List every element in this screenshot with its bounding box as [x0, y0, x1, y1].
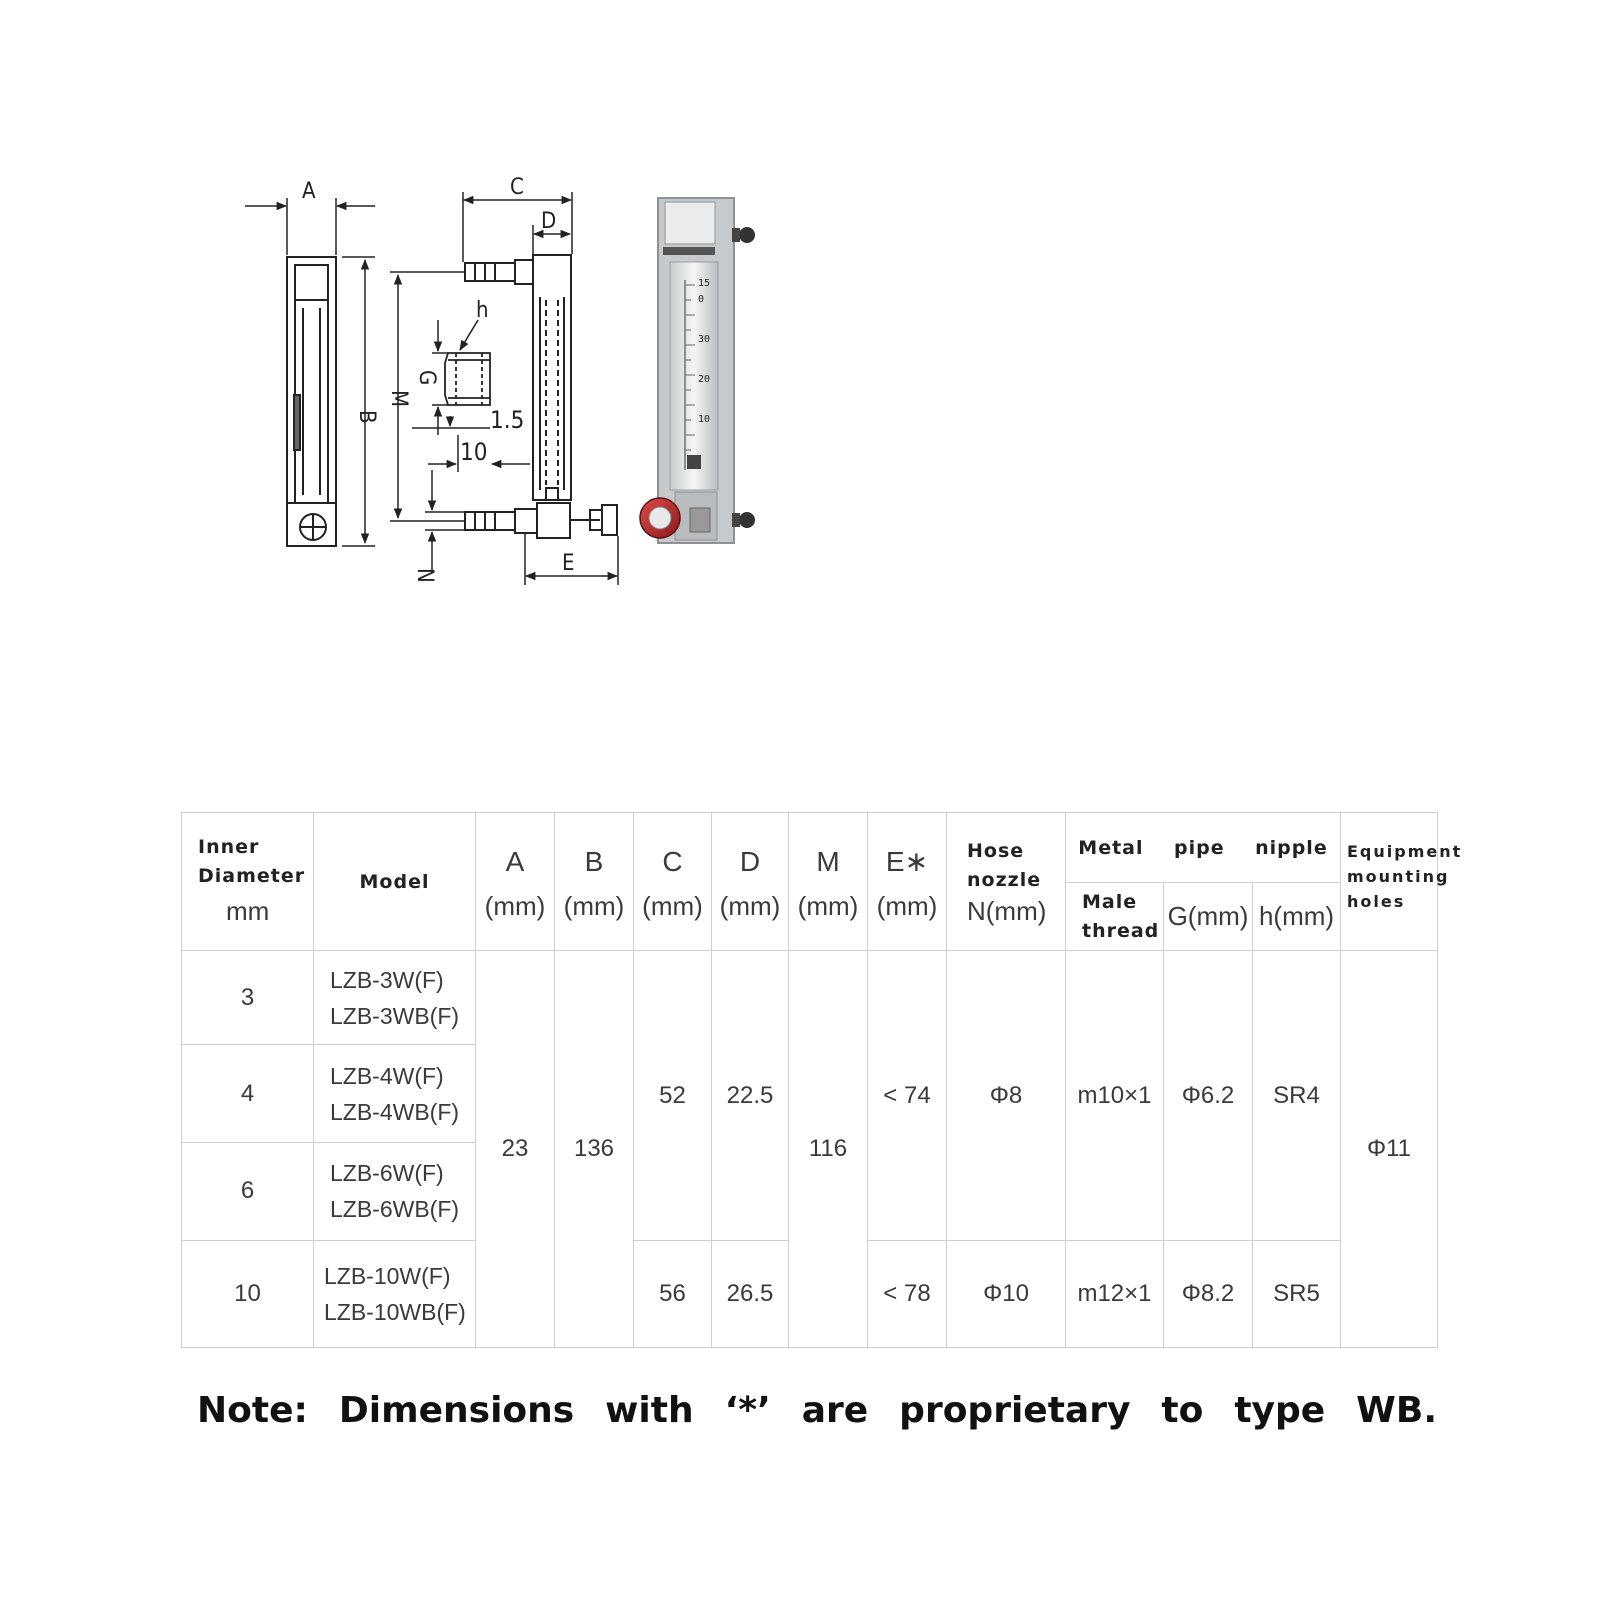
label-d: D — [541, 209, 557, 234]
header-hose-nozzle: Hose nozzle N(mm) — [947, 813, 1066, 951]
label-10: 10 — [460, 438, 488, 466]
label-b: B — [354, 410, 379, 424]
header-e: E∗ (mm) — [868, 813, 947, 951]
note-word: ‘*’ — [724, 1390, 771, 1431]
note-word: Note: — [197, 1390, 308, 1431]
note-word: are — [801, 1390, 869, 1431]
model-cell: LZB-10W(F) LZB-10WB(F) — [314, 1240, 476, 1347]
value-b: 136 — [555, 951, 634, 1348]
header-m: M (mm) — [789, 813, 868, 951]
label-m: M — [386, 390, 411, 408]
scale-label-4: 20 — [698, 374, 711, 385]
dimension-b — [342, 257, 375, 546]
header-d: D (mm) — [712, 813, 789, 951]
model-cell: LZB-3W(F) LZB-3WB(F) — [314, 951, 476, 1045]
note-word: WB. — [1356, 1390, 1437, 1431]
table-row — [182, 951, 1438, 1045]
label-g: G — [414, 370, 439, 386]
scale-label-3: 30 — [698, 334, 711, 345]
nipple-detail — [445, 353, 490, 405]
header-model: Model — [314, 813, 476, 951]
value-a: 23 — [476, 951, 555, 1348]
scale-label-5: 10 — [698, 414, 711, 425]
dimension-h — [460, 320, 478, 350]
value-thread-large: m12×1 — [1066, 1240, 1164, 1347]
note-word: with — [605, 1390, 694, 1431]
value-g-small: Φ6.2 — [1164, 951, 1253, 1241]
inner-diameter-cell: 6 — [182, 1142, 314, 1240]
model-cell: LZB-4W(F) LZB-4WB(F) — [314, 1045, 476, 1142]
label-1-5: 1.5 — [490, 406, 525, 434]
footnote — [197, 1390, 1437, 1431]
dimension-n — [425, 470, 465, 570]
scale-label-1: 15 — [698, 278, 711, 289]
header-a: A (mm) — [476, 813, 555, 951]
value-mounting-holes: Φ11 — [1341, 951, 1438, 1348]
label-a: A — [302, 179, 316, 204]
header-metal-pipe-nipple: Metal pipe nipple — [1066, 813, 1341, 883]
value-e-large: < 78 — [868, 1240, 947, 1347]
value-g-large: Φ8.2 — [1164, 1240, 1253, 1347]
value-e-small: < 74 — [868, 951, 947, 1241]
note-word: to — [1161, 1390, 1204, 1431]
note-word: type — [1234, 1390, 1326, 1431]
value-m: 116 — [789, 951, 868, 1348]
label-c: C — [510, 175, 524, 200]
scale-label-2: 0 — [698, 294, 705, 305]
value-c-small: 52 — [634, 951, 712, 1241]
dimension-1-5 — [412, 416, 490, 428]
header-g: G(mm) — [1164, 883, 1253, 951]
flowmeter-dimension-drawing — [220, 170, 820, 610]
spec-table — [181, 812, 1463, 1348]
inner-diameter-cell: 4 — [182, 1045, 314, 1142]
header-c: C (mm) — [634, 813, 712, 951]
label-n: N — [412, 568, 437, 583]
value-d-large: 26.5 — [712, 1240, 789, 1347]
value-h-small: SR4 — [1253, 951, 1341, 1241]
inner-diameter-cell: 3 — [182, 951, 314, 1045]
value-d-small: 22.5 — [712, 951, 789, 1241]
dimension-a — [245, 198, 375, 255]
header-h: h(mm) — [1253, 883, 1341, 951]
label-e: E — [562, 551, 575, 576]
value-thread-small: m10×1 — [1066, 951, 1164, 1241]
note-word: proprietary — [899, 1390, 1131, 1431]
inner-diameter-cell: 10 — [182, 1240, 314, 1347]
model-cell: LZB-6W(F) LZB-6WB(F) — [314, 1142, 476, 1240]
note-word: Dimensions — [338, 1390, 575, 1431]
value-n-large: Φ10 — [947, 1240, 1066, 1347]
value-n-small: Φ8 — [947, 951, 1066, 1241]
value-c-large: 56 — [634, 1240, 712, 1347]
header-b: B (mm) — [555, 813, 634, 951]
header-inner-diameter: Inner Diameter mm — [182, 813, 314, 951]
front-view — [287, 257, 336, 546]
header-male-thread: Male thread — [1066, 883, 1164, 951]
label-h: h — [476, 298, 489, 323]
header-equipment-mounting-holes: Equipment mounting holes — [1341, 813, 1438, 951]
flowmeter-photo — [640, 198, 755, 543]
value-h-large: SR5 — [1253, 1240, 1341, 1347]
